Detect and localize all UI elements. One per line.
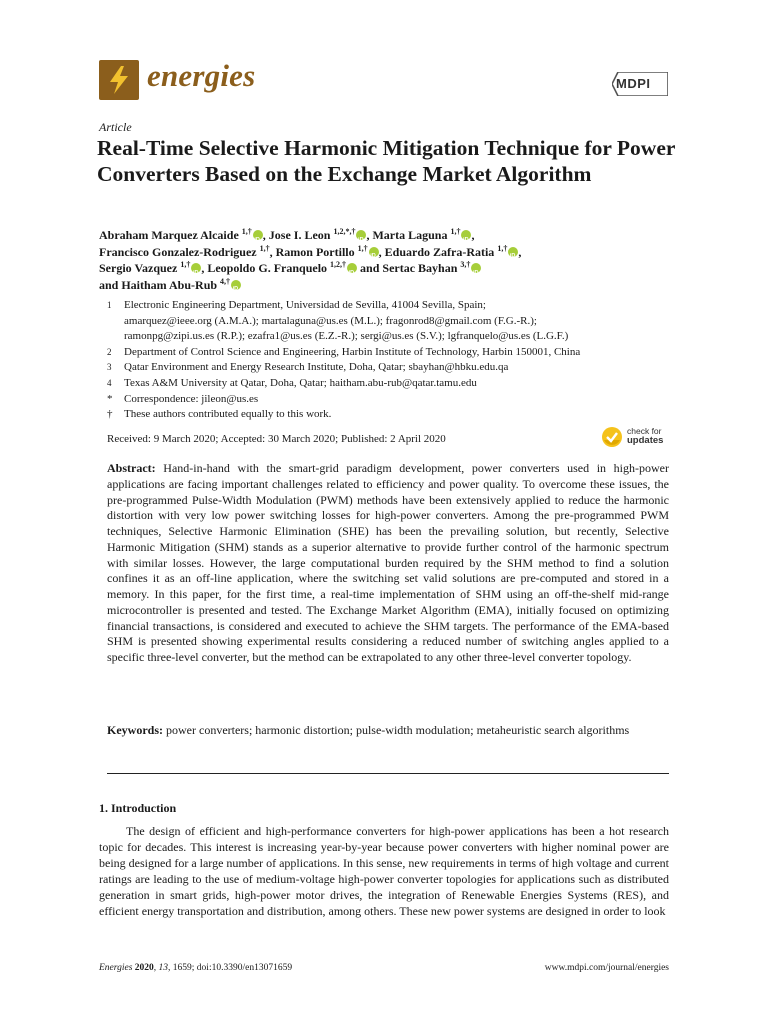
orcid-icon[interactable] — [231, 280, 241, 290]
affiliation: 3 Qatar Environment and Energy Research Institute, Doha, Qatar; sbayhan@hbku.edu.qa — [107, 361, 509, 374]
affiliation: 1 Electronic Engineering Department, Universidad de Sevilla, 41004 Sevilla, Spain; amarquez@ieee.org (A.M.A.); martalaguna@us.es (M.L.); fragonrod8@gmail.com (F.G.-R.); ramonpg@zipi.us.es (R.P.); ezafra1@us.es (E.Z.-R.); sergi@us.es (S.V.); lgfranquelo@us.es (L.G.F.) — [107, 299, 569, 343]
orcid-icon[interactable] — [508, 247, 518, 257]
abstract-label: Abstract: — [107, 461, 156, 475]
energies-logo — [99, 60, 139, 100]
keywords — [107, 722, 669, 738]
article-type: Article — [99, 120, 132, 134]
citation-footer: Energies 2020, 13, 1659; doi:10.3390/en13071659 — [99, 963, 293, 973]
publisher-name: MDPI — [616, 76, 651, 91]
abstract-text: Hand-in-hand with the smart-grid paradigm development, power converters used in high-power applications are facing important challenges related to efficiency and power quality. To overcome these issues, the pre-programmed Pulse-Width Modulation (PWM) methods have been extensively applied to reduce the harmonic distortion with very low power switching losses for high-power converters. Among the pre-programmed PWM techniques, Selective Harmonic Elimination (SHE) has been the prevailing solution, but recently, Selective Harmonic Mitigation (SHM) stands as a superior alternative to provide further control of the harmonic spectrum with similar losses. However, the large computational burden required by the SHM method to find a solution confines it as an off-line application, where the switching set valid solutions are pre-computed and stored in a memory. In this paper, for the first time, a real-time implementation of SHM using an off-the-shelf mid-range microcontroller is presented and tested. The Exchange Market Algorithm (EMA), initially focused on optimizing financial transactions, is considered and executed to achieve the SHM targets. The performance of the EMA-based SHM is presented showing experimental results considering a reduced number of switching angles applied to a specific three-level converter, but the method can be extrapolated to any other three-level converter topology. — [107, 461, 669, 664]
keywords-label: Keywords: — [107, 723, 163, 737]
check-updates-icon — [601, 426, 623, 448]
divider — [107, 773, 669, 774]
author-list — [99, 227, 679, 293]
introduction-body — [99, 824, 669, 919]
publication-dates: Received: 9 March 2020; Accepted: 30 March 2020; Published: 2 April 2020 — [107, 433, 446, 445]
affiliations — [107, 298, 677, 423]
author: and Haitham Abu-Rub $^{4,\dagger}$iD — [99, 278, 241, 292]
author: Sergio Vazquez $^{1,\dagger}$iD , — [99, 261, 204, 275]
author: Marta Laguna $^{1,\dagger}$iD , — [372, 228, 474, 242]
author: Leopoldo G. Franquelo $^{1,2,\dagger}$iD and — [207, 261, 379, 275]
equal-contribution-note: † These authors contributed equally to this work. — [107, 408, 332, 421]
author: Francisco Gonzalez-Rodriguez $^{1,\dagger}$, — [99, 243, 273, 259]
abstract — [107, 461, 669, 666]
journal-url-link[interactable]: www.mdpi.com/journal/energies — [544, 963, 669, 973]
author: Sertac Bayhan $^{3,\dagger}$iD — [382, 261, 481, 275]
journal-name: energies — [147, 58, 256, 93]
author: Ramon Portillo $^{1,\dagger}$iD , — [276, 245, 382, 259]
orcid-icon[interactable] — [356, 230, 366, 240]
orcid-icon[interactable] — [191, 263, 201, 273]
author: Jose I. Leon $^{1,2,*,\dagger}$iD , — [269, 228, 370, 242]
keywords-text: power converters; harmonic distortion; pulse-width modulation; metaheuristic search algorithms — [166, 723, 630, 737]
article-title: Real-Time Selective Harmonic Mitigation Technique for Power Converters Based on the Exchange Market Algorithm — [97, 136, 676, 186]
orcid-icon[interactable] — [369, 247, 379, 257]
author: Eduardo Zafra-Ratia $^{1,\dagger}$iD , — [385, 245, 522, 259]
author: Abraham Marquez Alcaide $^{1,\dagger}$iD , — [99, 228, 266, 242]
correspondence: * Correspondence: jileon@us.es — [107, 392, 259, 405]
affiliation: 2 Department of Control Science and Engineering, Harbin Institute of Technology, Harbin 150001, China — [107, 345, 581, 358]
orcid-icon[interactable] — [461, 230, 471, 240]
orcid-icon[interactable] — [471, 263, 481, 273]
orcid-icon[interactable] — [347, 263, 357, 273]
check-for-updates-button[interactable]: check for updates — [601, 425, 671, 451]
paragraph: The design of efficient and high-performance converters for high-power applications has been a hot research topic for decades. This interest is increasing year-by-year because power converters with higher nominal power are being designed for a large number of applications. In this sense, new requirements in terms of high voltage and current ratings are leading to the use of medium-voltage high-power converter topologies for applications such as distributed generation in smart grids, high-power motor drives, the integration of Renewable Energies Systems (RES), and efficient energy transportation and distribution, among others. These new power systems are designed in order to look — [99, 824, 669, 918]
orcid-icon[interactable] — [253, 230, 263, 240]
section-heading: 1. Introduction — [99, 801, 177, 815]
affiliation: 4 Texas A&M University at Qatar, Doha, Qatar; haitham.abu-rub@qatar.tamu.edu — [107, 376, 477, 389]
